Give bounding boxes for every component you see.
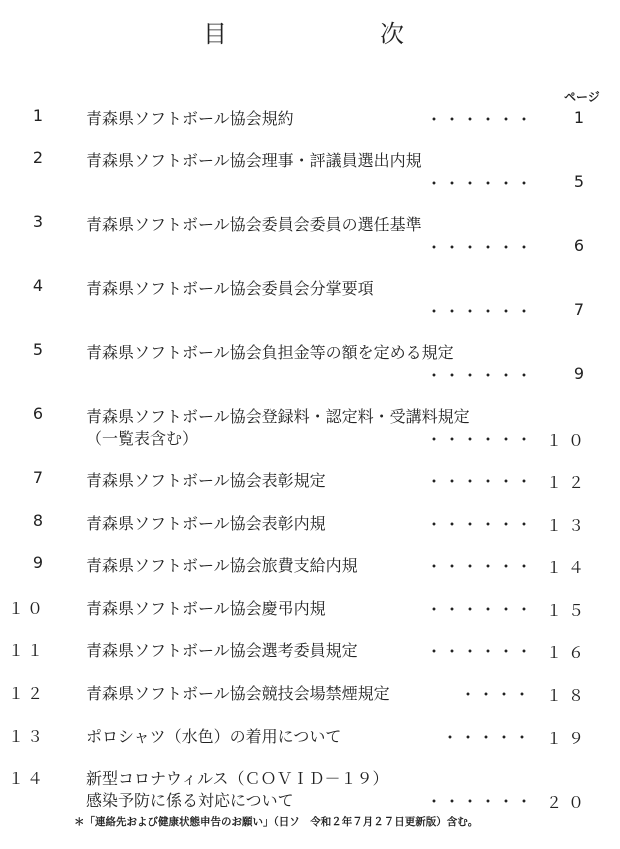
toc-entry-number: 6 <box>32 404 46 423</box>
toc-leader-dots: ・・・・・・ <box>426 238 535 257</box>
toc-entry-number: 4 <box>32 276 46 295</box>
toc-entry-number: 3 <box>32 212 46 231</box>
title-char-1: 目 <box>203 20 227 48</box>
toc-entry-page: １３ <box>545 516 590 535</box>
toc-entry-page: １４ <box>545 558 590 577</box>
toc-entry-title: 新型コロナウィルス（ＣＯＶＩＤ－１９） <box>86 769 389 788</box>
toc-entry-page: ２０ <box>545 793 590 812</box>
toc-leader-dots: ・・・・・・ <box>426 600 535 619</box>
toc-entry-number: 7 <box>32 468 46 487</box>
toc-entry-number: 8 <box>32 511 46 530</box>
toc-entry-page: １０ <box>545 431 590 450</box>
title-char-2: 次 <box>380 20 404 48</box>
toc-entry-page: １８ <box>545 686 590 705</box>
toc-leader-dots: ・・・・・ <box>442 728 533 747</box>
toc-entry-number: １２ <box>7 684 46 703</box>
toc-leader-dots: ・・・・・・ <box>426 472 535 491</box>
toc-leader-dots: ・・・・・・ <box>426 430 535 449</box>
toc-entry-number: １１ <box>7 641 46 660</box>
toc-entry-title: 青森県ソフトボール協会表彰内規 <box>86 514 326 533</box>
toc-entry-page: １６ <box>545 643 590 662</box>
toc-entry-page: １５ <box>545 601 590 620</box>
toc-entry-title: 青森県ソフトボール協会登録料・認定料・受講料規定 <box>86 407 470 426</box>
toc-entry-number: 1 <box>32 106 46 125</box>
toc-entry-page: 6 <box>573 236 590 255</box>
toc-entry-title: 青森県ソフトボール協会規約 <box>86 109 294 128</box>
toc-entry-title: 青森県ソフトボール協会選考委員規定 <box>86 641 358 660</box>
toc-leader-dots: ・・・・・・ <box>426 174 535 193</box>
toc-leader-dots: ・・・・・・ <box>426 557 535 576</box>
toc-leader-dots: ・・・・・・ <box>426 792 535 811</box>
toc-entry-page: １９ <box>545 729 590 748</box>
toc-leader-dots: ・・・・・・ <box>426 110 535 129</box>
toc-leader-dots: ・・・・・・ <box>426 642 535 661</box>
toc-entry-page: 1 <box>573 108 590 127</box>
toc-entry-title: 青森県ソフトボール協会負担金等の額を定める規定 <box>86 343 454 362</box>
toc-leader-dots: ・・・・・・ <box>426 302 535 321</box>
toc-entry-number: １０ <box>7 599 46 618</box>
toc-entry-title: 青森県ソフトボール協会委員会分掌要項 <box>86 279 374 298</box>
toc-entry-number: １４ <box>7 769 46 788</box>
toc-entry-title: ポロシャツ（水色）の着用について <box>86 727 342 746</box>
toc-entry-title: 青森県ソフトボール協会理事・評議員選出内規 <box>86 151 422 170</box>
toc-entry-page: 9 <box>573 364 590 383</box>
toc-entry-title: 感染予防に係る対応について <box>86 791 294 810</box>
toc-leader-dots: ・・・・・・ <box>426 515 535 534</box>
toc-entry-title: 青森県ソフトボール協会旅費支給内規 <box>86 556 358 575</box>
toc-entry-title: 青森県ソフトボール協会競技会場禁煙規定 <box>86 684 390 703</box>
toc-entry-page: １２ <box>545 473 590 492</box>
toc-leader-dots: ・・・・・・ <box>426 366 535 385</box>
page-column-header: ページ <box>564 90 600 104</box>
toc-entry-number: 9 <box>32 553 46 572</box>
toc-entry-page: 5 <box>573 172 590 191</box>
toc-leader-dots: ・・・・ <box>460 685 533 704</box>
toc-entry-number: 5 <box>32 340 46 359</box>
page-title <box>0 14 620 50</box>
toc-entry-title: 青森県ソフトボール協会表彰規定 <box>86 471 326 490</box>
toc-entry-title: 青森県ソフトボール協会委員会委員の選任基準 <box>86 215 422 234</box>
toc-entry-title: 青森県ソフトボール協会慶弔内規 <box>86 599 326 618</box>
toc-entry-title: （一覧表含む） <box>86 429 199 448</box>
toc-entry-number: 2 <box>32 148 46 167</box>
toc-entry-number: １３ <box>7 727 46 746</box>
toc-entry-page: 7 <box>573 300 590 319</box>
footnote: ＊「連絡先および健康状態申告のお願い」（日ソ 令和２年７月２７日更新版）含む。 <box>74 816 479 828</box>
